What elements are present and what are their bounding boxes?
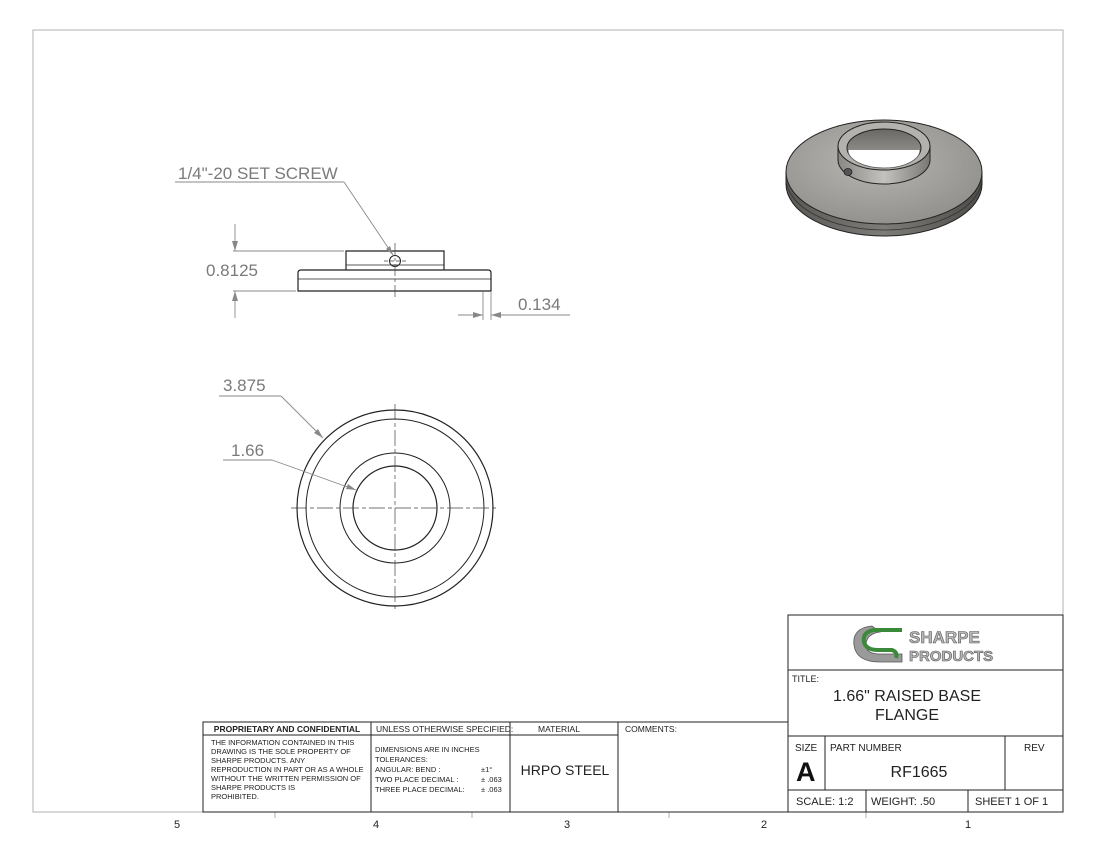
title-label: TITLE: bbox=[792, 674, 820, 684]
tolerance-line: DIMENSIONS ARE IN INCHES bbox=[375, 745, 480, 754]
proprietary-line: THE INFORMATION CONTAINED IN THIS bbox=[211, 738, 355, 747]
proprietary-line: SHARPE PRODUCTS. ANY bbox=[211, 756, 306, 765]
top-view bbox=[219, 376, 499, 612]
proprietary-line: SHARPE PRODUCTS IS bbox=[211, 783, 296, 792]
drawing-title-line1: 1.66" RAISED BASE bbox=[833, 688, 981, 705]
logo-text-line1: SHARPE bbox=[909, 628, 980, 647]
weight-value: WEIGHT: .50 bbox=[871, 796, 936, 808]
sheet-value: SHEET 1 OF 1 bbox=[975, 796, 1049, 808]
tolerance-value: ± .063 bbox=[481, 785, 502, 794]
side-view bbox=[175, 164, 570, 320]
part-number: RF1665 bbox=[890, 764, 948, 781]
notes-block bbox=[203, 722, 788, 812]
iso-set-screw bbox=[844, 169, 852, 176]
lip-dimension: 0.134 bbox=[518, 295, 561, 314]
rev-label: REV bbox=[1024, 743, 1045, 754]
part-number-label: PART NUMBER bbox=[830, 743, 902, 754]
drawing-title-line2: FLANGE bbox=[874, 707, 940, 724]
tolerance-line: ANGULAR: BEND : bbox=[375, 765, 441, 774]
size-value: A bbox=[796, 757, 816, 787]
outer-diameter-dimension: 3.875 bbox=[223, 376, 266, 395]
tolerance-line: TOLERANCES: bbox=[375, 755, 428, 764]
isometric-view bbox=[786, 120, 982, 236]
proprietary-line: WITHOUT THE WRITTEN PERMISSION OF bbox=[211, 774, 361, 783]
comments-header: COMMENTS: bbox=[625, 724, 677, 734]
sharpe-products-logo bbox=[854, 626, 993, 665]
size-label: SIZE bbox=[795, 743, 818, 754]
tolerance-value: ± .063 bbox=[481, 775, 502, 784]
proprietary-line: PROHIBITED. bbox=[211, 792, 259, 801]
zone-number: 2 bbox=[760, 819, 768, 831]
tolerance-value: ±1° bbox=[481, 765, 493, 774]
height-dimension: 0.8125 bbox=[206, 261, 258, 280]
zone-number: 3 bbox=[563, 819, 571, 831]
flange-base-outline bbox=[298, 270, 491, 291]
tolerance-line: THREE PLACE DECIMAL: bbox=[375, 785, 465, 794]
material-value: HRPO STEEL bbox=[520, 762, 610, 778]
proprietary-line: REPRODUCTION IN PART OR AS A WHOLE bbox=[211, 765, 364, 774]
tolerance-line: TWO PLACE DECIMAL : bbox=[375, 775, 459, 784]
scale-value: SCALE: 1:2 bbox=[796, 796, 854, 808]
unless-header: UNLESS OTHERWISE SPECIFIED: bbox=[376, 724, 514, 734]
inner-diameter-dimension: 1.66 bbox=[231, 441, 265, 460]
proprietary-header: PROPRIETARY AND CONFIDENTIAL bbox=[213, 724, 361, 734]
zone-number: 5 bbox=[173, 819, 181, 831]
zone-markers bbox=[275, 812, 866, 818]
logo-text-line2: PRODUCTS bbox=[909, 648, 994, 665]
zone-number: 1 bbox=[964, 819, 972, 831]
proprietary-line: DRAWING IS THE SOLE PROPERTY OF bbox=[211, 747, 351, 756]
title-block bbox=[788, 615, 1063, 812]
material-header: MATERIAL bbox=[538, 724, 580, 734]
set-screw-callout: 1/4"-20 SET SCREW bbox=[178, 164, 338, 183]
zone-number: 4 bbox=[372, 819, 380, 831]
